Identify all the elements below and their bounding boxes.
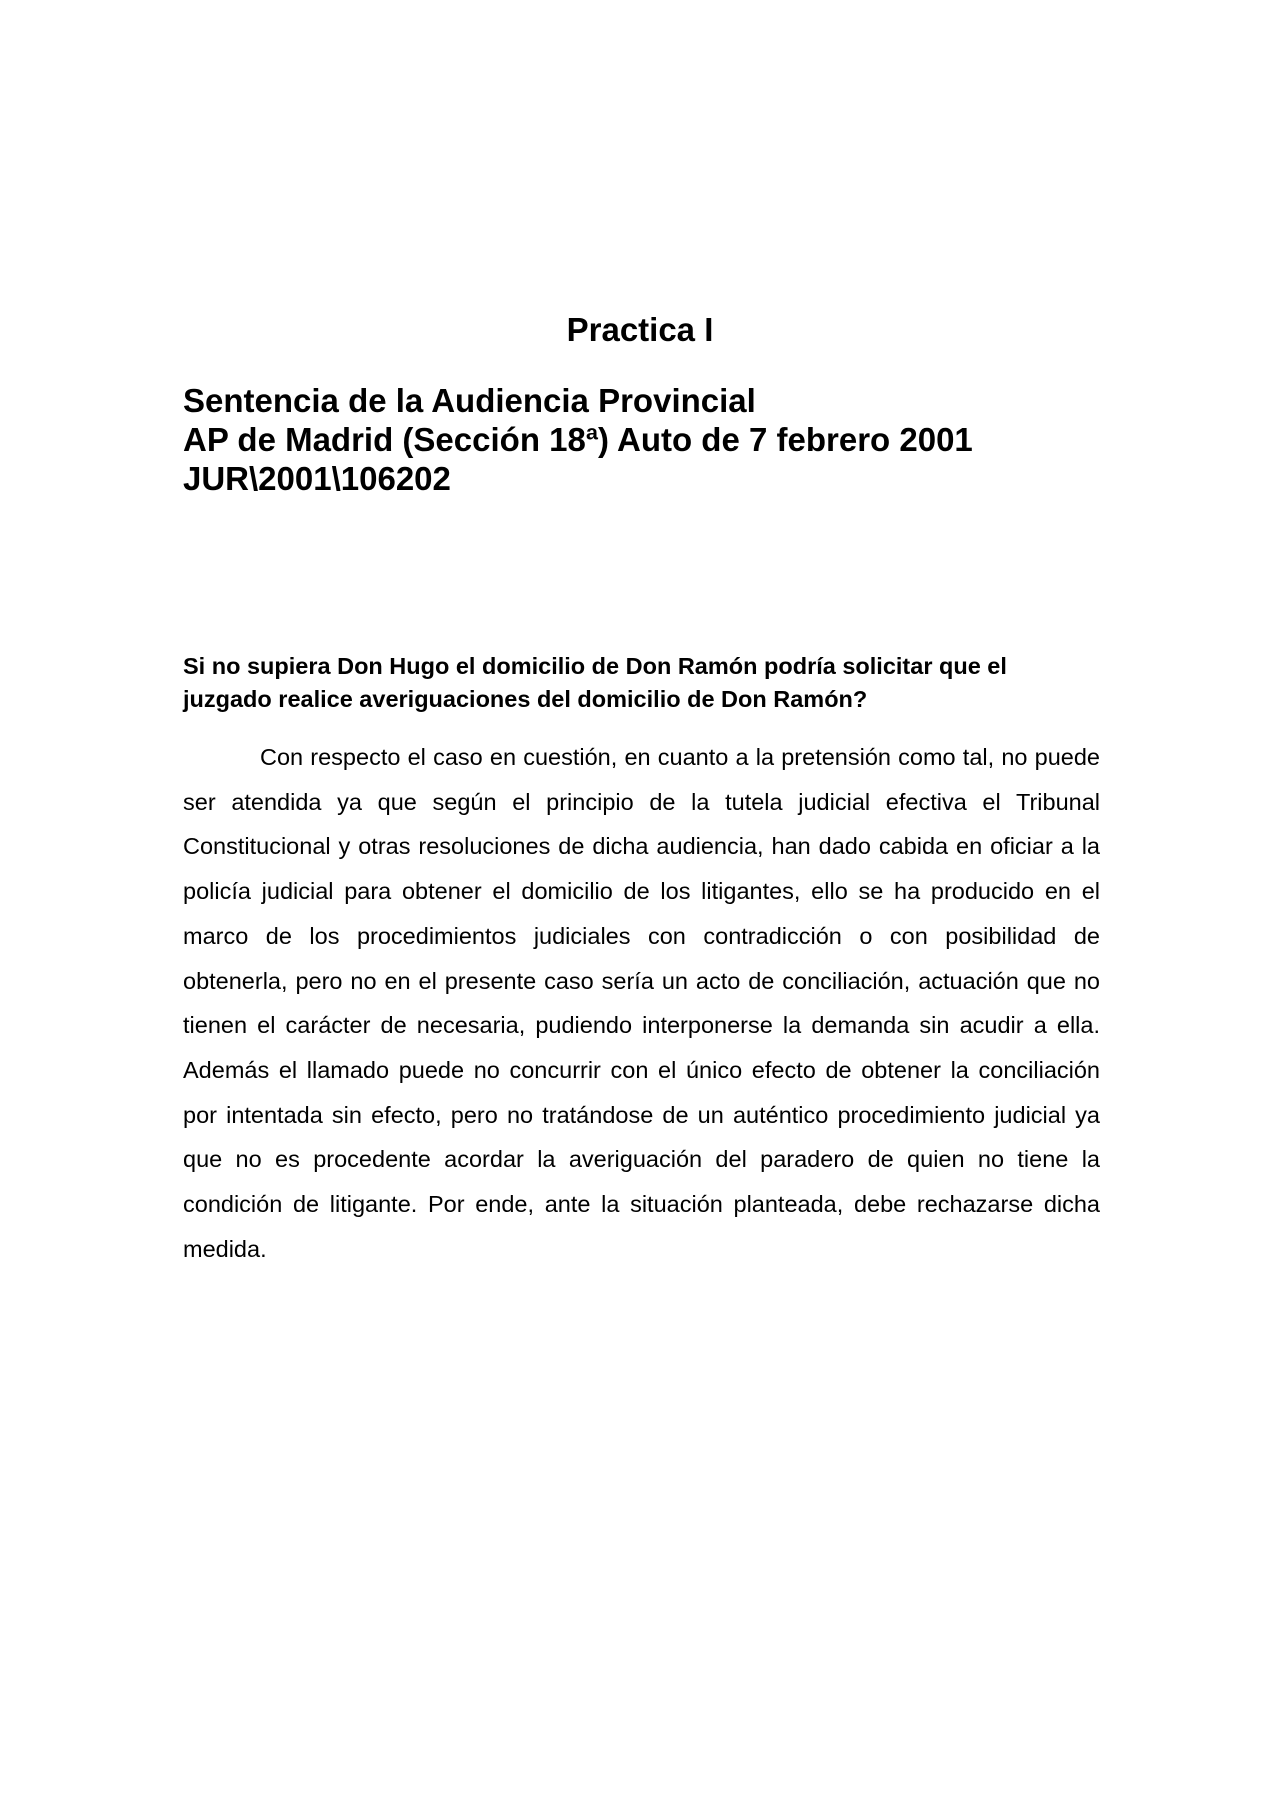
question-line-1: Si no supiera Don Hugo el domicilio de Don Ramón podría solicitar que el — [183, 653, 1007, 679]
practice-title: Practica I — [566, 311, 714, 348]
case-heading — [183, 381, 1103, 498]
case-heading-ruling: AP de Madrid (Sección 18ª) Auto de 7 febrero 2001 — [183, 421, 973, 458]
answer-paragraph: Con respecto el caso en cuestión, en cuanto a la pretensión como tal, no puede ser atendida ya que según el principio de la tutela judicial efectiva el Tribunal Constitucional y otras resoluciones de dicha audiencia, han dado cabida en oficiar a la policía judicial para obtener el domicilio de los litigantes, ello se ha producido en el marco de los procedimientos judiciales con contradicción o con posibilidad de obtenerla, pero no en el presente caso sería un acto de conciliación, actuación que no tienen el carácter de necesaria, pudiendo interponerse la demanda sin acudir a ella. Además el llamado puede no concurrir con el único efecto de obtener la conciliación por intentada sin efecto, pero no tratándose de un auténtico procedimiento judicial ya que no es procedente acordar la averiguación del paradero de quien no tiene la condición de litigante. Por ende, ante la situación planteada, debe rechazarse dicha medida. — [183, 744, 1100, 1262]
case-heading-reference: JUR\2001\106202 — [183, 460, 451, 497]
question-line-2: juzgado realice averiguaciones del domicilio de Don Ramón? — [183, 686, 868, 712]
case-heading-court: Sentencia de la Audiencia Provincial — [183, 382, 756, 419]
question — [183, 650, 1103, 716]
